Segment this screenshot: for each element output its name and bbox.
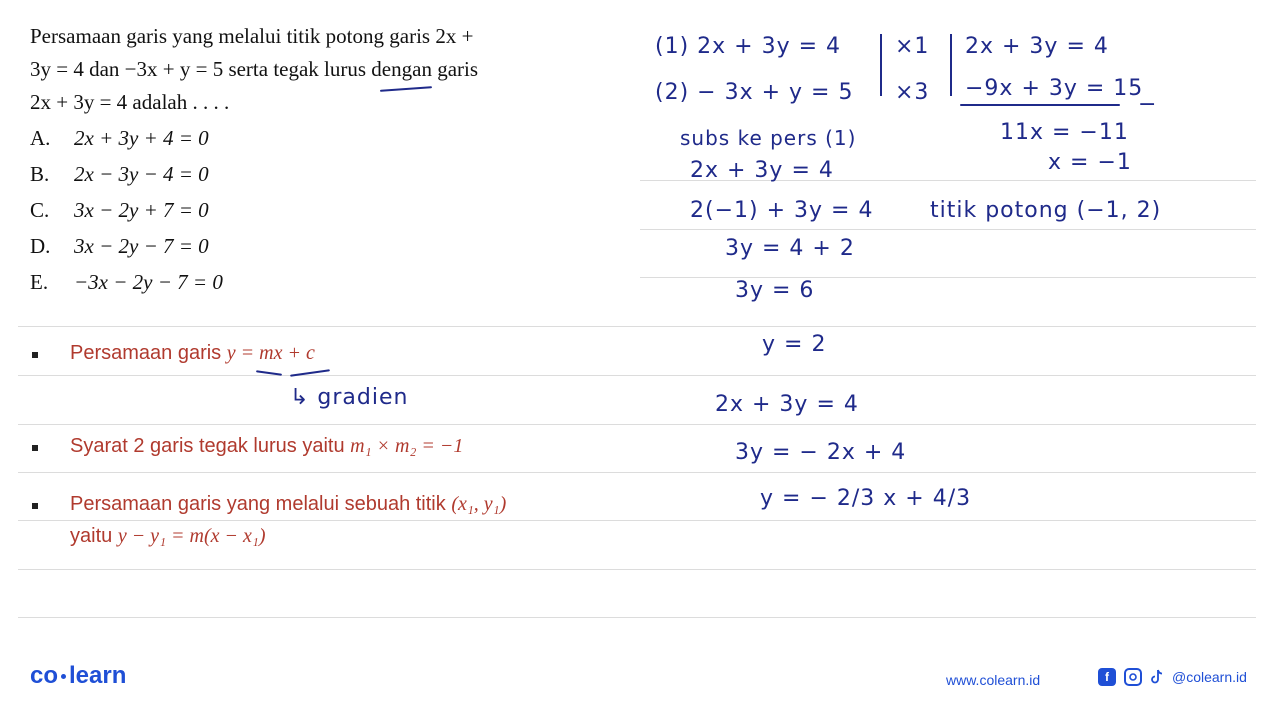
handwritten-titik-potong: titik potong (−1, 2) (930, 198, 1162, 223)
handwritten-s1: 2x + 3y = 4 (690, 158, 834, 183)
option-letter: D. (30, 233, 51, 258)
option-c[interactable] (30, 192, 223, 228)
question-line-3: 2x + 3y = 4 adalah . . . . (30, 90, 230, 114)
answer-options (30, 120, 223, 300)
instagram-icon[interactable] (1124, 668, 1142, 686)
option-text: 2x + 3y + 4 = 0 (74, 125, 209, 150)
handwritten-bar (950, 34, 952, 96)
social-links (1098, 668, 1247, 686)
handwritten-mult2: ×3 (895, 80, 930, 105)
option-letter: E. (30, 269, 49, 294)
option-letter: A. (30, 125, 51, 150)
option-b[interactable] (30, 156, 223, 192)
option-letter: B. (30, 161, 50, 186)
ruled-line (18, 424, 1256, 425)
option-text: 2x − 3y − 4 = 0 (74, 161, 209, 186)
handwritten-res2: −9x + 3y = 15 (965, 76, 1144, 101)
ruled-line (18, 520, 1256, 521)
option-d[interactable] (30, 228, 223, 264)
note-math: y − y₁ = m(x − x₁) (117, 525, 266, 547)
note-math: y = mx + c (226, 342, 315, 364)
ruled-line (640, 229, 1256, 230)
logo-dot (61, 674, 66, 679)
option-text: 3x − 2y − 7 = 0 (74, 233, 209, 258)
handwritten-g1: 2x + 3y = 4 (715, 392, 859, 417)
handwritten-minus: − (1138, 92, 1158, 117)
handwritten-s2: 2(−1) + 3y = 4 (690, 198, 874, 223)
bullet (32, 445, 38, 451)
ruled-line (640, 277, 1256, 278)
note-point-slope-cont (36, 525, 265, 548)
handwritten-g3: y = − 2/3 x + 4/3 (760, 486, 972, 511)
question-line-1: Persamaan garis yang melalui titik potong garis 2x + (30, 24, 474, 48)
note-math: m₁ × m₂ = −1 (350, 435, 464, 457)
option-e[interactable] (30, 264, 223, 300)
question-line-2: 3y = 4 dan −3x + y = 5 serta tegak lurus dengan garis (30, 57, 479, 81)
option-text: 3x − 2y + 7 = 0 (74, 197, 209, 222)
website-url[interactable]: www.colearn.id (946, 672, 1041, 688)
ruled-line (18, 326, 1256, 327)
handwritten-s4: 3y = 6 (735, 278, 815, 303)
handwritten-s5: y = 2 (762, 332, 827, 357)
note-math: (x₁, y₁) (451, 493, 507, 515)
handwritten-g2: 3y = − 2x + 4 (735, 440, 907, 465)
handwritten-subs: subs ke pers (1) (680, 126, 857, 150)
bullet (32, 503, 38, 509)
handwritten-mult1: ×1 (895, 34, 930, 59)
option-text: −3x − 2y − 7 = 0 (74, 269, 223, 294)
note-text: Syarat 2 garis tegak lurus yaitu (70, 435, 351, 457)
tiktok-icon[interactable] (1150, 668, 1164, 686)
handwritten-gradien: ↳ gradien (290, 385, 409, 410)
facebook-icon[interactable]: f (1098, 668, 1116, 686)
option-letter: C. (30, 197, 50, 222)
note-text: yaitu (70, 525, 118, 547)
ruled-line (18, 375, 1256, 376)
handwritten-eq2: (2) − 3x + y = 5 (655, 80, 854, 105)
handwritten-sum2: x = −1 (1048, 150, 1132, 175)
note-point-slope (36, 493, 506, 516)
handwritten-sum-line (960, 104, 1120, 106)
logo-part-1: co (30, 662, 59, 689)
handwritten-eq1: (1) 2x + 3y = 4 (655, 34, 842, 59)
ruled-line (18, 472, 1256, 473)
colearn-logo (30, 662, 126, 690)
bullet (32, 352, 38, 358)
social-handle[interactable]: @colearn.id (1172, 669, 1247, 685)
note-text: Persamaan garis yang melalui sebuah titik (70, 493, 452, 515)
ruled-line (18, 569, 1256, 570)
handwritten-res1: 2x + 3y = 4 (965, 34, 1109, 59)
note-line-equation (36, 342, 315, 365)
handwritten-bar (880, 34, 882, 96)
handwritten-sum1: 11x = −11 (1000, 120, 1129, 145)
note-perpendicular (36, 435, 463, 458)
handwritten-s3: 3y = 4 + 2 (725, 236, 855, 261)
option-a[interactable] (30, 120, 223, 156)
logo-part-2: learn (69, 662, 127, 689)
ruled-line (18, 617, 1256, 618)
note-text: Persamaan garis (70, 342, 227, 364)
question-text (30, 20, 640, 119)
